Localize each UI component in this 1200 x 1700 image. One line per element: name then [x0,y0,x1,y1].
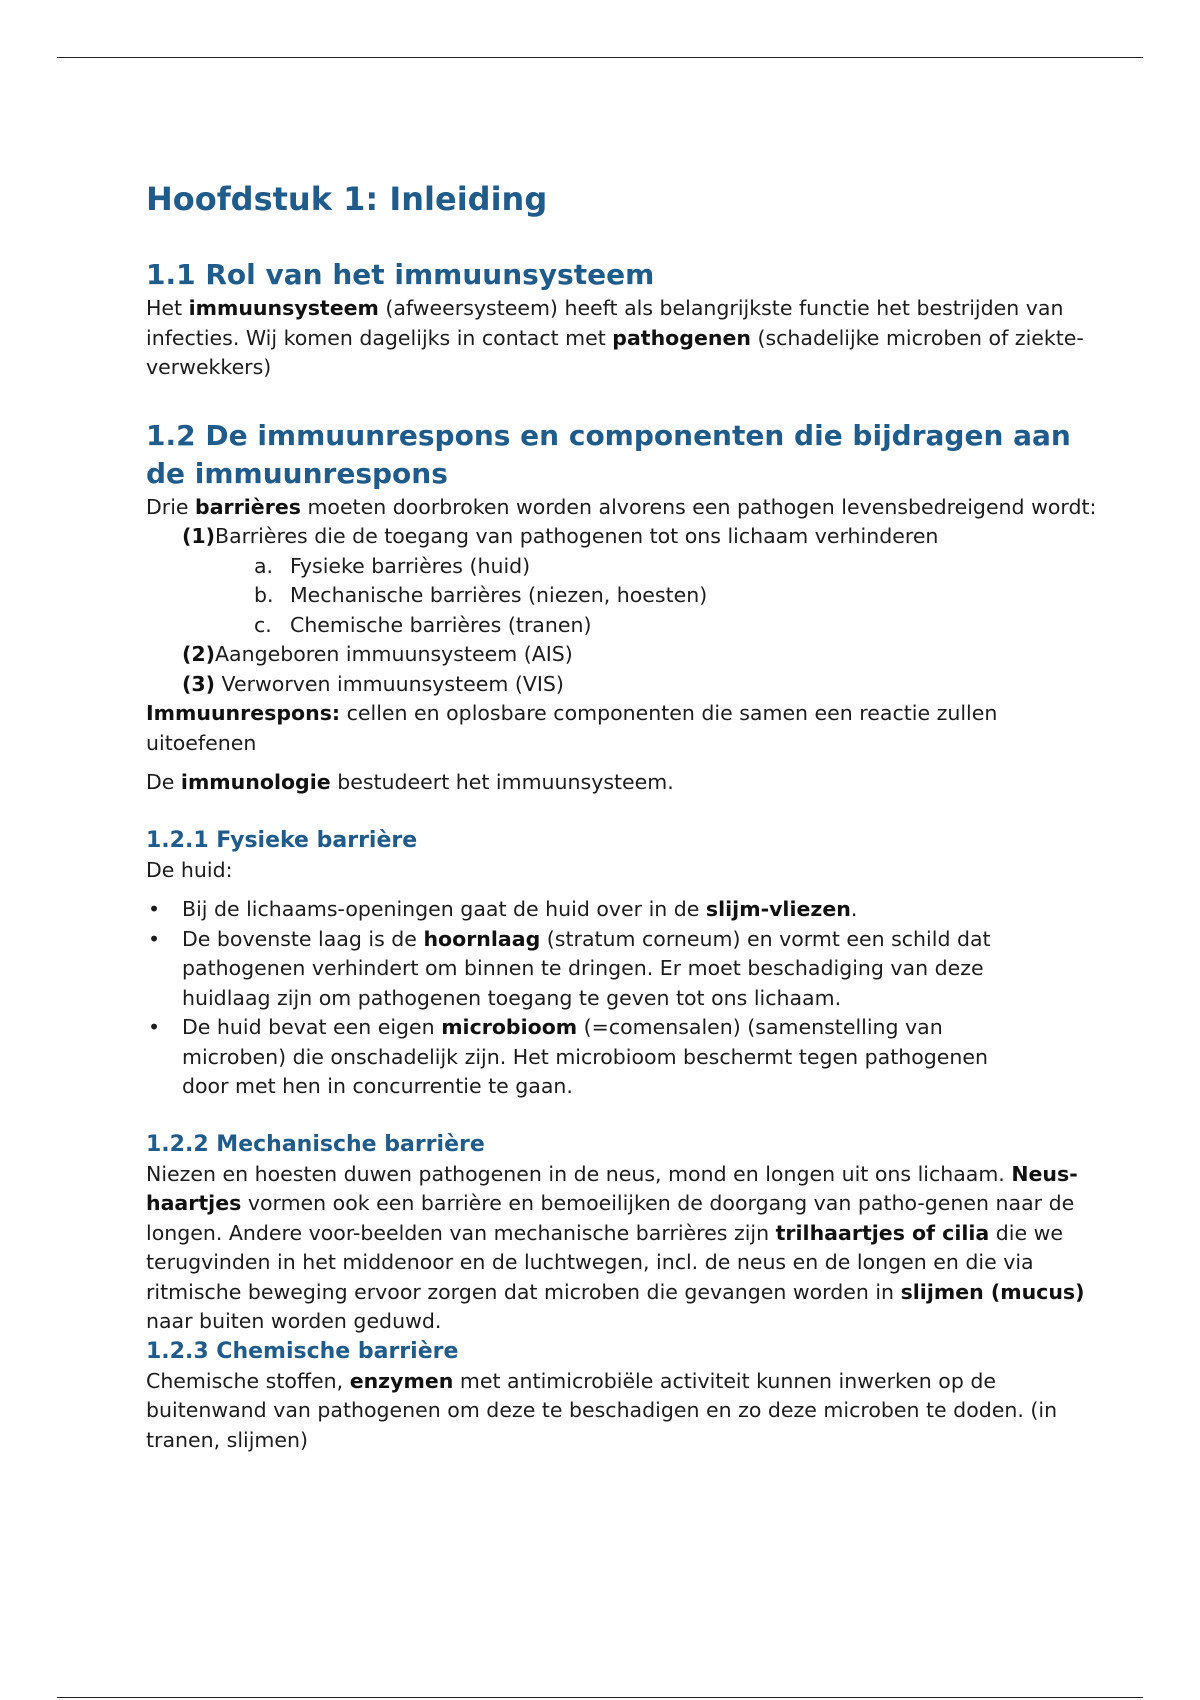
document-page [146,176,1106,1455]
section-1-2-2-paragraph: Niezen en hoesten duwen pathogenen in de neus, mond en longen uit ons lichaam. Neus-haartjes vormen ook een barrière en bemoeilijken de doorgang van patho-genen naar de longen. Andere voor-beelden van mechanische barrières zijn trilhaartjes of cilia die we terugvinden in het middenoor en de luchtwegen, incl. de neus en de longen en die via ritmische beweging ervoor zorgen dat microben die gevangen worden in slijmen (mucus) naar buiten worden geduwd. [146,1161,1085,1333]
section-1-2-3-title: 1.2.3 Chemische barrière [146,1338,459,1364]
skin-bullet-list [146,895,1106,1102]
list-item: (1)Barrières die de toegang van pathogenen tot ons lichaam verhinderen [182,524,939,548]
section-1-2-intro: Drie barrières moeten doorbroken worden alvorens een pathogen levensbedreigend wordt: [146,494,1097,519]
footer-rule [57,1697,1143,1698]
section-1-2-2-title: 1.2.2 Mechanische barrière [146,1131,485,1157]
list-item: (3) Verworven immuunsysteem (VIS) [182,671,564,696]
spacer [146,885,1106,895]
list-item: (2)Aangeboren immuunsysteem (AIS) [182,642,573,666]
list-item: c. Chemische barrières (tranen) [254,612,592,637]
section-1-2-1-intro: De huid: [146,857,233,882]
section-1-1-title: 1.1 Rol van het immuunsysteem [146,258,655,291]
section-1-2-title: 1.2 De immuunrespons en componenten die bijdragen aan de immuunrespons [146,418,1071,490]
section-1-1-paragraph: Het immuunsysteem (afweersysteem) heeft als belangrijkste functie het bestrijden van infecties. Wij komen dagelijks in contact met pathogenen (schadelijke microben of ziekte-verwekkers) [146,296,1084,379]
list-item: • De huid bevat een eigen microbioom (=comensalen) (samenstelling van microben) die onschadelijk zijn. Het microbioom beschermt tegen pathogenen door met hen in concurrentie te gaan. [148,1015,988,1098]
spacer [146,798,1106,826]
immuunrespons-definition: Immuunrespons: cellen en oplosbare componenten die samen een reactie zullen uitoefenen [146,701,998,755]
barrier-list-continued [146,640,1106,699]
list-item: • De bovenste laag is de hoornlaag (stratum corneum) en vormt een schild dat pathogenen verhindert om binnen te dringen. Er moet beschadiging van deze huidlaag zijn om pathogenen toegang te geven tot ons lichaam. [148,926,991,1010]
bullet-icon: • [148,926,161,951]
bullet-icon: • [148,1015,161,1039]
barrier-list [146,522,1106,552]
section-1-2-1-title: 1.2.1 Fysieke barrière [146,827,418,853]
list-item: b. Mechanische barrières (niezen, hoesten) [254,583,708,607]
spacer [146,1102,1106,1130]
list-item: a. Fysieke barrières (huid) [254,553,531,578]
section-1-2-3-paragraph: Chemische stoffen, enzymen met antimicrobiële activiteit kunnen inwerken op de buitenwand van pathogenen om deze te beschadigen en zo deze microben te doden. (in tranen, slijmen) [146,1368,1058,1452]
list-item: • Bij de lichaams-openingen gaat de huid over in de slijm-vliezen. [146,895,1106,925]
barrier-sublist [146,552,1106,641]
immunologie-sentence: De immunologie bestudeert het immuunsysteem. [146,770,674,794]
header-rule [57,57,1143,58]
chapter-title: Hoofdstuk 1: Inleiding [146,180,548,218]
bullet-icon: • [148,897,161,921]
spacer [146,758,1106,768]
